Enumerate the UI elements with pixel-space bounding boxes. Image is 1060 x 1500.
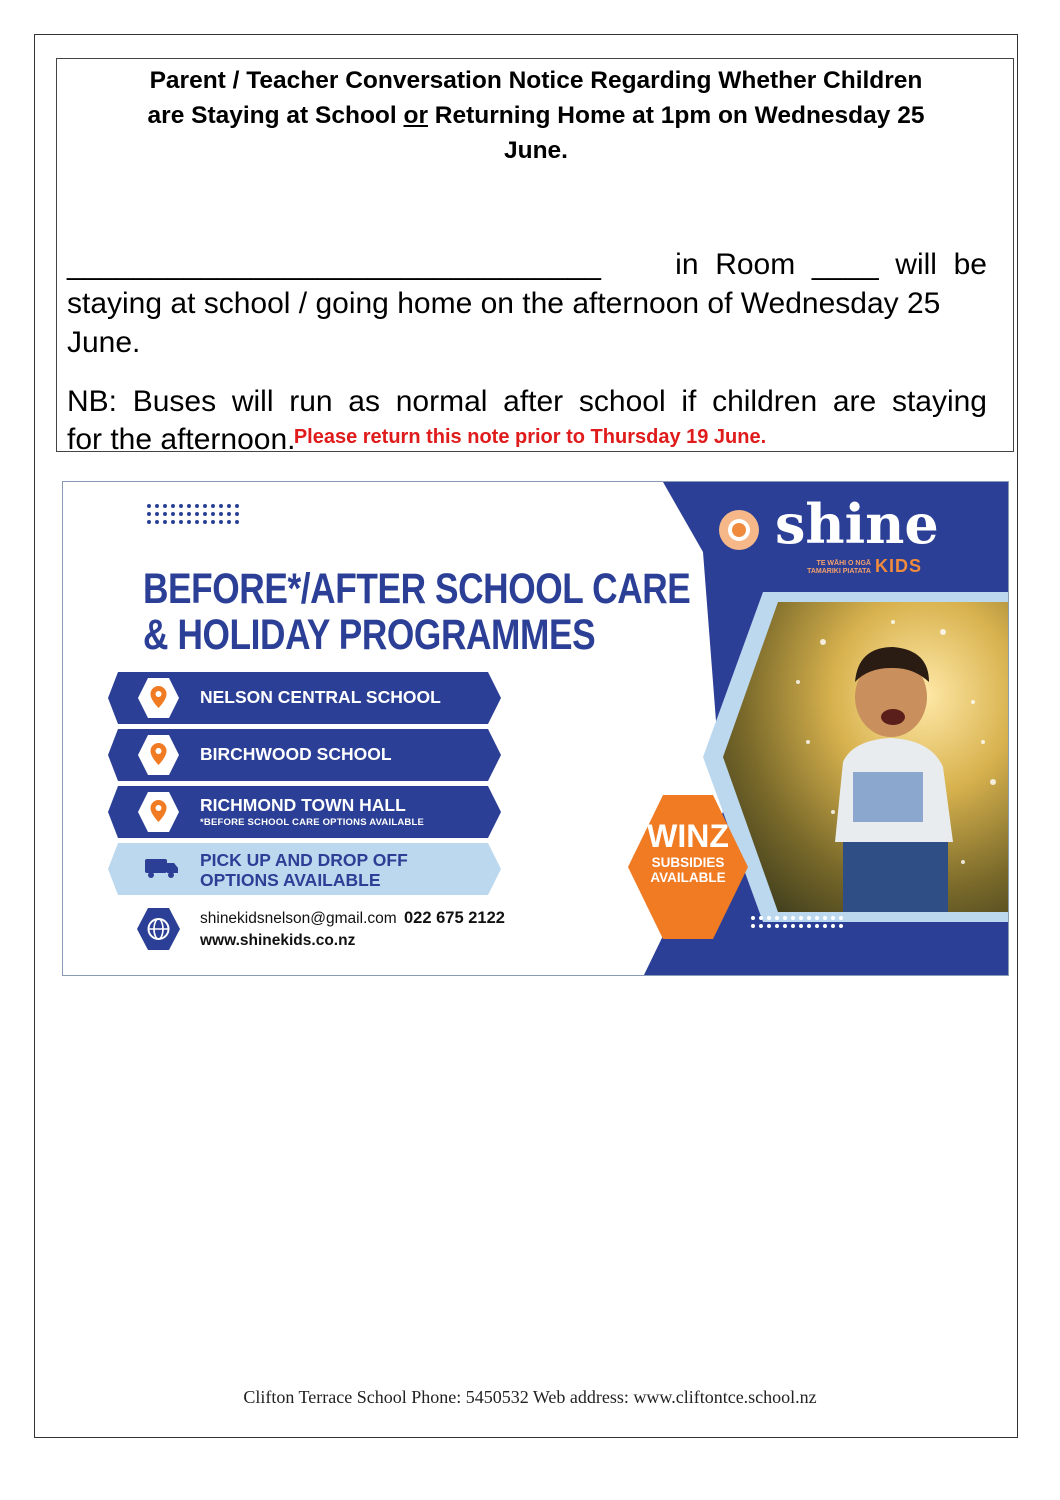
sun-logo-icon — [719, 510, 759, 550]
headline-line2: & HOLIDAY PROGRAMMES — [143, 611, 596, 659]
notice-title-line3: June. — [504, 137, 568, 164]
brand-name: shine — [775, 492, 939, 556]
room-blank-text: in Room ____ will be — [675, 248, 987, 281]
headline — [143, 566, 690, 658]
pickup-line2: OPTIONS AVAILABLE — [200, 870, 381, 890]
pickup-line1: PICK UP AND DROP OFF — [200, 850, 408, 870]
advert-graphics — [63, 482, 1009, 976]
decor-dots-top — [147, 504, 239, 524]
notice-title-line2a: are Staying at School — [147, 102, 404, 129]
contact-phone: 022 675 2122 — [404, 909, 505, 927]
contact-web: www.shinekids.co.nz — [200, 932, 356, 949]
winz-title: WINZ — [647, 818, 729, 854]
fill-line-1 — [67, 245, 987, 285]
notice-title-line2b: Returning Home at 1pm on Wednesday 25 — [428, 102, 925, 129]
brand-tagline-1: TE WĀHI O NGĀ — [816, 560, 871, 567]
notice-title — [57, 63, 1015, 168]
notice-title-line2 — [57, 98, 1015, 133]
globe-icon — [137, 908, 180, 950]
winz-subsidies: SUBSIDIES — [651, 855, 725, 870]
brand-kids: KIDS — [875, 556, 923, 576]
notice-title-line1: Parent / Teacher Conversation Notice Regarding Whether Children — [149, 67, 923, 94]
location-richmond-note: *BEFORE SCHOOL CARE OPTIONS AVAILABLE — [200, 817, 424, 828]
contact-email: shinekidsnelson@gmail.com — [200, 910, 397, 927]
return-note: Please return this note prior to Thursday 19 June. — [293, 426, 767, 448]
location-nelson-central: NELSON CENTRAL SCHOOL — [200, 687, 441, 707]
fill-line-2: staying at school / going home on the afternoon of Wednesday 25 — [67, 287, 941, 320]
location-birchwood: BIRCHWOOD SCHOOL — [200, 744, 392, 764]
footer-contact: Clifton Terrace School Phone: 5450532 Web address: www.cliftontce.school.nz — [243, 1387, 817, 1407]
winz-available: AVAILABLE — [650, 870, 726, 885]
name-blank: ________________________________ — [67, 248, 601, 281]
brand-tagline-2: TAMARIKI PIATATA — [807, 568, 871, 575]
notice-box — [56, 58, 1014, 456]
notice-title-or: or — [403, 102, 428, 129]
fill-line-3: June. — [67, 326, 141, 359]
headline-line1: BEFORE*/AFTER SCHOOL CARE — [143, 565, 691, 613]
nb-line-2: for the afternoon. — [67, 423, 296, 456]
shine-advert — [62, 481, 1009, 976]
nb-line-1: NB: Buses will run as normal after school if children are staying — [67, 385, 987, 418]
location-richmond: RICHMOND TOWN HALL — [200, 795, 406, 815]
